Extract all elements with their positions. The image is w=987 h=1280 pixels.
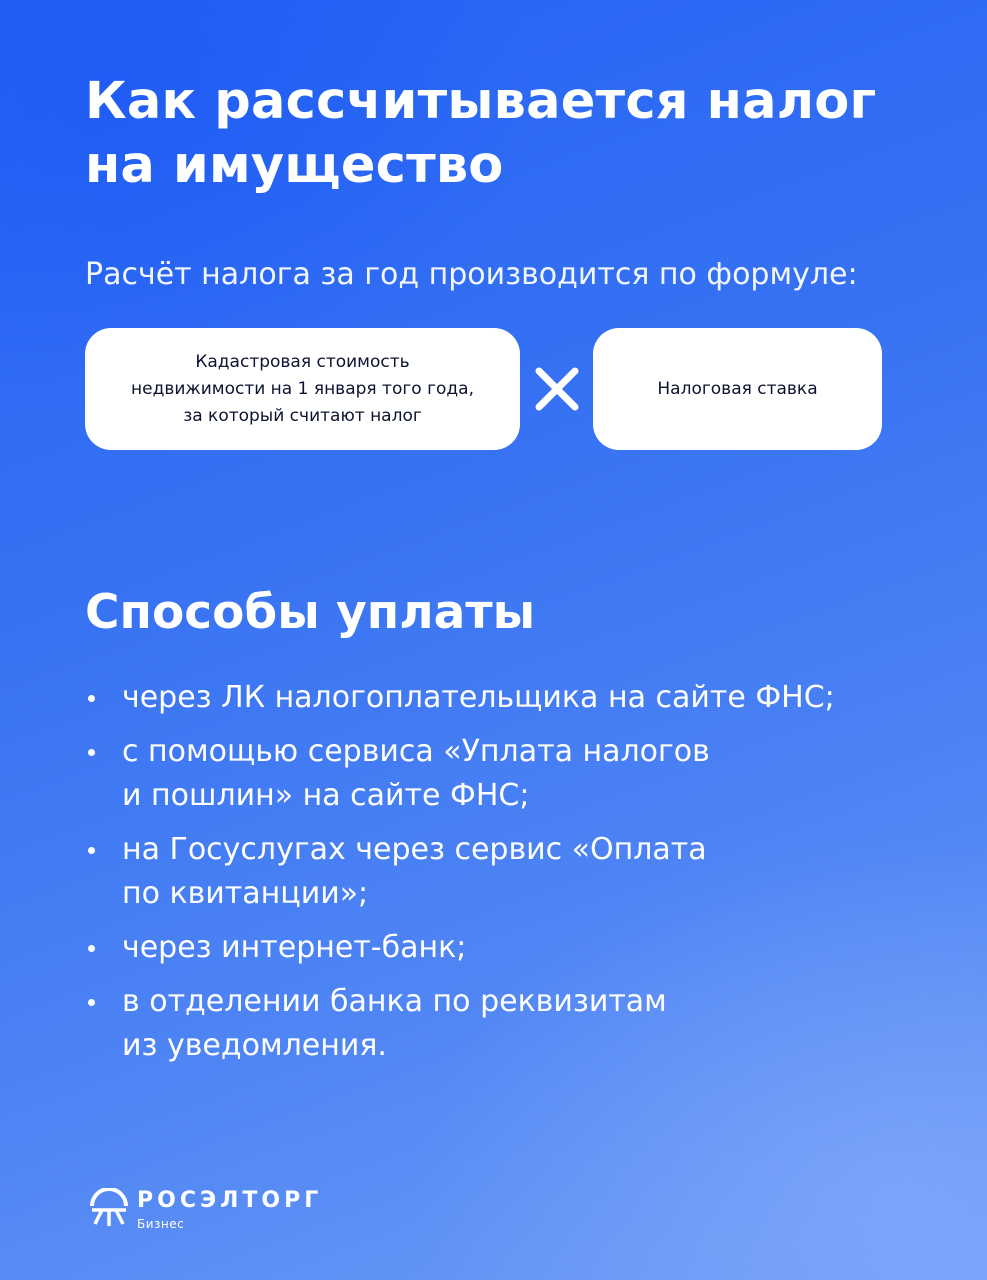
- list-item-text: на Госуслугах через сервис «Оплата по квитанции»;: [122, 832, 707, 911]
- page-title-line-2: на имущество: [85, 136, 504, 195]
- list-item-text: через ЛК налогоплательщика на сайте ФНС;: [122, 680, 835, 715]
- logo-name: РОСЭЛТОРГ: [137, 1188, 323, 1213]
- payment-methods-title: Способы уплаты: [85, 585, 536, 640]
- cadastral-line-1: Кадастровая стоимость: [195, 351, 410, 372]
- list-item: [85, 926, 945, 970]
- tax-rate-text: Налоговая ставка: [657, 378, 818, 399]
- list-item: [85, 980, 945, 1068]
- tax-rate-card: [593, 328, 882, 450]
- list-item-text: через интернет-банк;: [122, 930, 467, 965]
- multiply-icon: [531, 363, 583, 415]
- list-item-text: в отделении банка по реквизитам из уведомления.: [122, 984, 667, 1063]
- roseltorg-logo-icon: [89, 1188, 129, 1228]
- cadastral-value-card: [85, 328, 520, 450]
- logo-text: [137, 1188, 322, 1232]
- roseltorg-logo: [89, 1188, 322, 1232]
- list-item: [85, 828, 945, 916]
- cadastral-value-text: [131, 349, 474, 430]
- bullet-icon: [88, 847, 95, 854]
- bullet-icon: [88, 945, 95, 952]
- logo-subtitle: Бизнес: [137, 1217, 185, 1231]
- bullet-icon: [88, 999, 95, 1006]
- page-title: [85, 70, 945, 198]
- list-item: [85, 730, 945, 818]
- payment-methods-list: [85, 676, 945, 1078]
- bullet-icon: [88, 749, 95, 756]
- bullet-icon: [88, 695, 95, 702]
- list-item-text: с помощью сервиса «Уплата налогов и пошлин» на сайте ФНС;: [122, 734, 710, 813]
- formula-intro: Расчёт налога за год производится по формуле:: [85, 257, 858, 292]
- page-title-line-1: Как рассчитывается налог: [85, 72, 877, 131]
- cadastral-line-2: недвижимости на 1 января того года,: [131, 378, 474, 399]
- cadastral-line-3: за который считают налог: [183, 405, 422, 426]
- list-item: [85, 676, 945, 720]
